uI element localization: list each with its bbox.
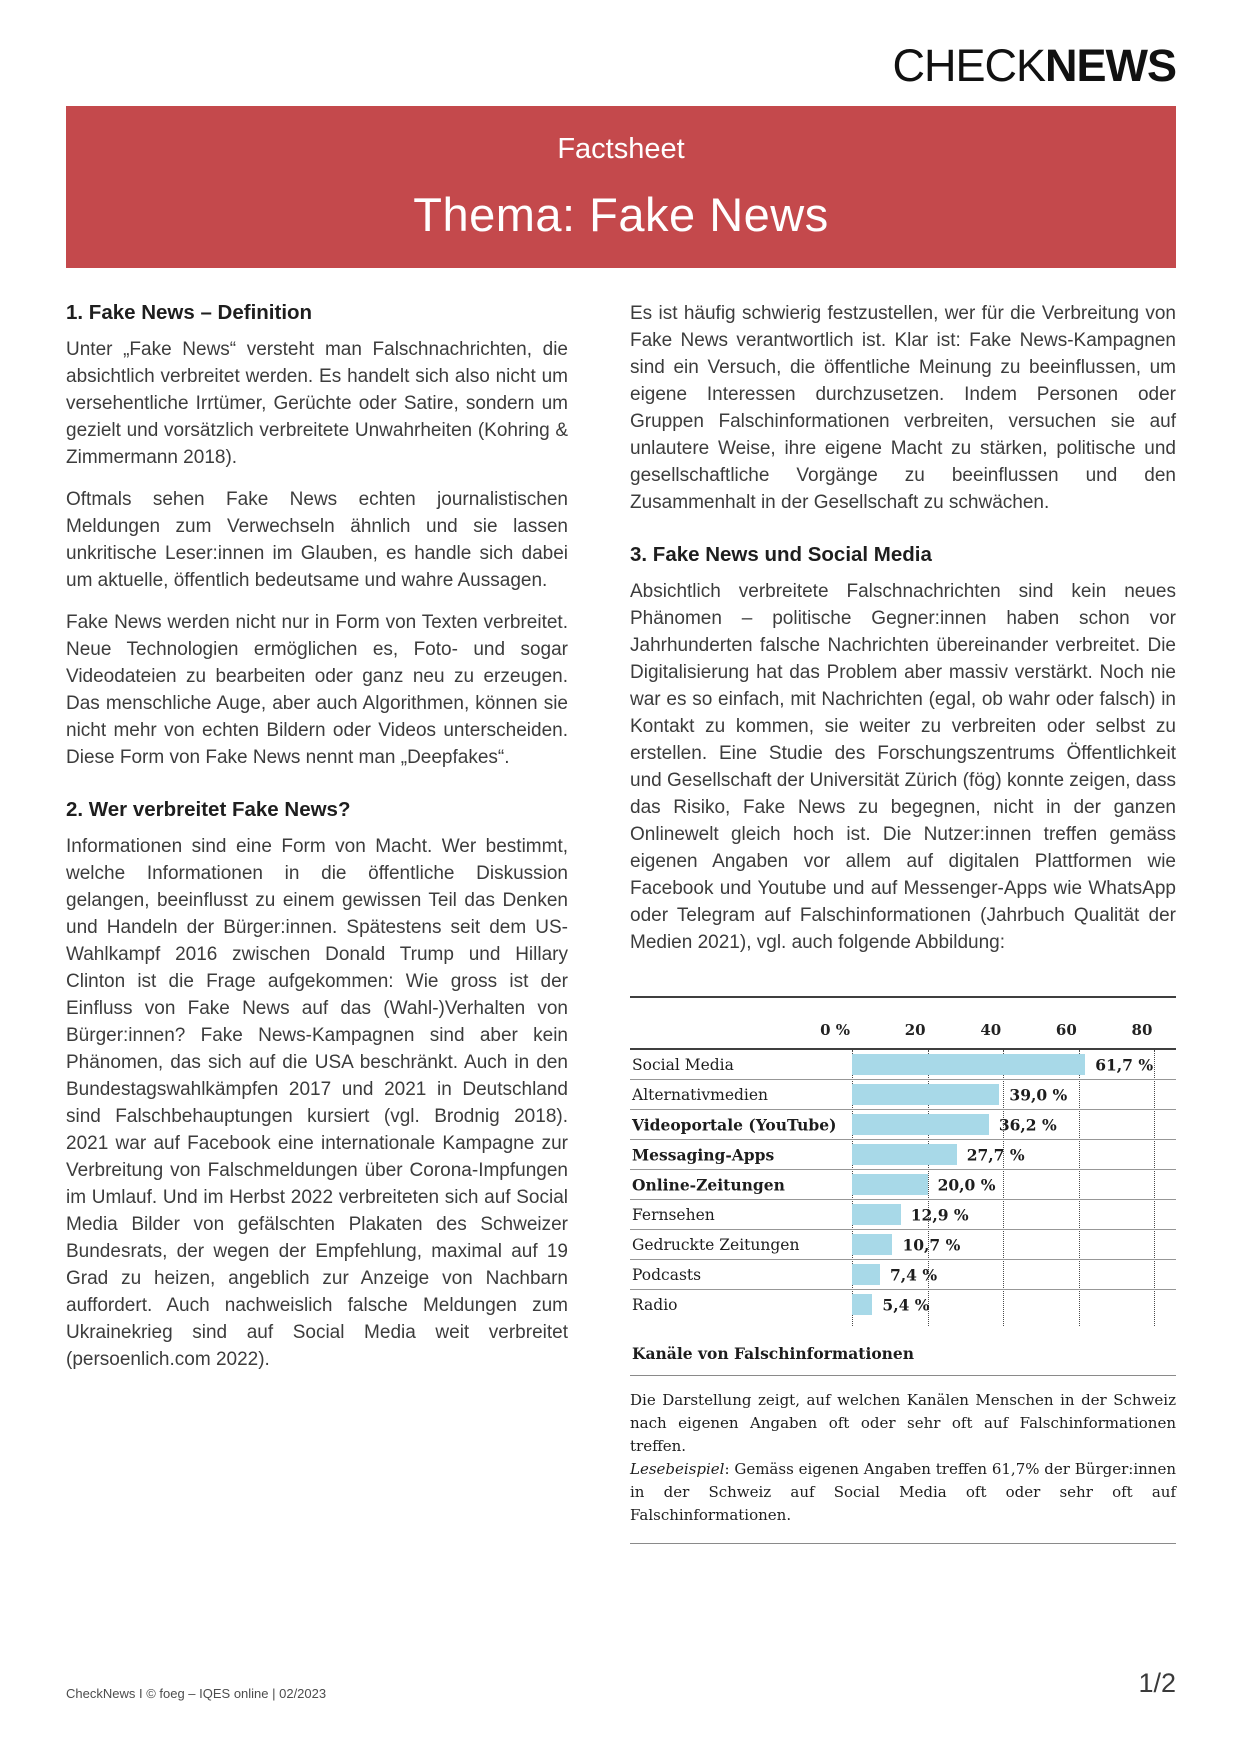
caption-text: Die Darstellung zeigt, auf welchen Kanälen Menschen in der Schweiz nach eigenen Angaben oft oder sehr oft auf Falschinformationen treffen. [630,1391,1176,1455]
chart-category-label: Social Media [632,1055,734,1074]
page-number: 1/2 [1138,1668,1176,1698]
chart-row [630,1110,1176,1140]
lesebeispiel-label: Lesebeispiel [630,1460,725,1478]
banner-kicker: Factsheet [557,133,685,165]
section1-paragraph: Unter „Fake News“ versteht man Falschnachrichten, die absichtlich verbreitet werden. Es handelt sich also nicht um versehentliche Irrtümer, Gerüchte oder Satire, sondern um gezielt und vorsätzlich verbreitete Unwahrheiten (Kohring & Zimmermann 2018). [66,339,568,468]
section3-paragraph: Absichtlich verbreitete Falschnachrichten sind kein neues Phänomen – politische Gegner:innen haben schon vor Jahrhunderten falsche Nachrichten übereinander verbreitet. Die Digitalisierung hat das Problem aber massiv verstärkt. Noch nie war es so einfach, mit Nachrichten (egal, ob wahr oder falsch) in Kontakt zu kommen, sie weiter zu verbreiten oder selbst zu erstellen. Eine Studie des Forschungszentrums Öffentlichkeit und Gesellschaft der Universität Zürich (fög) konnte zeigen, dass das Risiko, Fake News zu begegnen, nicht in der ganzen Onlinewelt gleich hoch ist. Die Nutzer:innen treffen gemäss eigenen Angaben vor allem auf digitalen Plattformen wie Facebook und Youtube und auf Messenger-Apps wie WhatsApp oder Telegram auf Falschinformationen (Jahrbuch Qualität der Medien 2021), vgl. auch folgende Abbildung: [630,581,1176,953]
chart-bar [852,1054,1085,1075]
chart-row [630,1050,1176,1080]
chart-x-tick: 60 [1055,1021,1077,1039]
chart-category-label: Podcasts [632,1265,702,1284]
chart-category-label: Alternativmedien [632,1085,769,1104]
figure-end-divider [630,1543,1176,1544]
chart-value-label: 61,7 % [1095,1055,1154,1074]
logo-text-bold: NEWS [1045,40,1176,91]
chart-axis [630,996,1176,1050]
chart-bar [852,1264,880,1285]
chart-value-label: 7,4 % [889,1265,938,1284]
right-column [630,300,1176,1544]
chart-value-label: 39,0 % [1009,1085,1068,1104]
chart-value-label: 5,4 % [882,1295,930,1314]
chart-bar [852,1144,957,1165]
chart-category-label: Gedruckte Zeitungen [632,1235,800,1254]
chart-bar [852,1114,989,1135]
chart-category-label: Videoportale (YouTube) [632,1115,837,1134]
falschinformationen-chart [630,996,1176,1544]
chart-bar [852,1174,928,1195]
chart-row [630,1140,1176,1170]
lesebeispiel-text: : Gemäss eigenen Angaben treffen 61,7% der Bürger:innen in der Schweiz auf Social Media oft oder sehr oft auf Falschinformationen. [630,1460,1176,1524]
chart-x-tick: 80 [1131,1021,1153,1039]
chart-rows [630,1050,1176,1326]
caption-divider [630,1375,1176,1376]
chart-category-label: Messaging-Apps [632,1145,775,1164]
intro-paragraph: Es ist häufig schwierig festzustellen, wer für die Verbreitung von Fake News verantwortlich ist. Klar ist: Fake News-Kampagnen sind ein Versuch, die öffentliche Meinung zu beeinflussen, um eigene Interessen durchzusetzen. Indem Personen oder Gruppen Falschinformationen verbreiten, versuchen sie auf unlautere Weise, ihre eigene Macht zu stärken, politische und gesellschaftliche Vorgänge zu beeinflussen und den Zusammenhalt in der Gesellschaft zu schwächen. [630,303,1176,513]
page-title: Thema: Fake News [413,188,829,241]
section2-heading: 2. Wer verbreitet Fake News? [66,798,351,821]
content-columns [66,300,1176,1544]
caption-lesebeispiel [630,1458,1176,1527]
chart-caption [630,1389,1176,1527]
chart-category-label: Online-Zeitungen [632,1175,785,1194]
chart-x-tick: 0 % [820,1021,850,1039]
chart-value-label: 10,7 % [902,1235,961,1254]
chart-bar [852,1084,999,1105]
chart-category-label: Radio [632,1295,678,1314]
chart-row [630,1260,1176,1290]
chart-value-label: 36,2 % [998,1115,1057,1134]
chart-bar [852,1204,901,1225]
section3-heading: 3. Fake News und Social Media [630,543,932,566]
chart-title: Kanäle von Falschinformationen [632,1344,915,1363]
chart-bar [852,1294,872,1315]
chart-row [630,1080,1176,1110]
logo-text-regular: CHECK [892,40,1045,91]
left-column [66,300,568,1544]
chart-value-label: 20,0 % [937,1175,996,1194]
chart-category-label: Fernsehen [632,1205,715,1224]
section1-paragraph: Fake News werden nicht nur in Form von Texten verbreitet. Neue Technologien ermöglichen es, Foto- und sogar Videodateien zu bearbeiten oder ganz neu zu erzeugen. Das menschliche Auge, aber auch Algorithmen, können sie nicht mehr von echten Bildern oder Videos unterscheiden. Diese Form von Fake News nennt man „Deepfakes“. [66,612,568,768]
title-banner [66,106,1176,268]
section1-paragraph: Oftmals sehen Fake News echten journalistischen Meldungen zum Verwechseln ähnlich und sie lassen unkritische Leser:innen im Glauben, es handle sich dabei um aktuelle, öffentlich bedeutsame und wahre Aussagen. [66,489,568,591]
chart-value-label: 12,9 % [910,1205,969,1224]
chart-x-tick: 40 [980,1021,1002,1039]
section2-paragraph: Informationen sind eine Form von Macht. Wer bestimmt, welche Informationen in die öffentliche Diskussion gelangen, beeinflusst zu einem gewissen Teil das Denken und Handeln der Bürger:innen. Spätestens seit dem US-Wahlkampf 2016 zwischen Donald Trump und Hillary Clinton ist die Frage aufgekommen: Wie gross ist der Einfluss von Fake News auf das (Wahl-)Verhalten von Bürger:innen? Fake News-Kampagnen sind aber kein Phänomen, das sich auf die USA beschränkt. Auch in den Bundestagswahlkämpfen 2017 und 2021 in Deutschland sind Falschbehauptungen kursiert (vgl. Brodnig 2018). 2021 war auf Facebook eine internationale Kampagne zur Verbreitung von Falschmeldungen über Corona-Impfungen im Umlauf. Und im Herbst 2022 verbreiteten sich auf Social Media Bilder von gefälschten Plakaten des Schweizer Bundesrats, der wegen der Empfehlung, maximal auf 19 Grad zu heizen, angeblich zur Anzeige von Nachbarn auffordert. Auch nachweislich falsche Meldungen zum Ukrainekrieg sind auf Social Media weit verbreitet (persoenlich.com 2022). [66,836,568,1370]
chart-row [630,1200,1176,1230]
chart-row [630,1170,1176,1200]
footer-credits: CheckNews I © foeg – IQES online | 02/2023 [66,1686,327,1701]
checknews-logo [0,42,1176,90]
chart-x-tick: 20 [904,1021,926,1039]
section1-heading: 1. Fake News – Definition [66,301,313,324]
chart-value-label: 27,7 % [966,1145,1025,1164]
chart-row [630,1230,1176,1260]
chart-row [630,1290,1176,1319]
chart-bar [852,1234,892,1255]
